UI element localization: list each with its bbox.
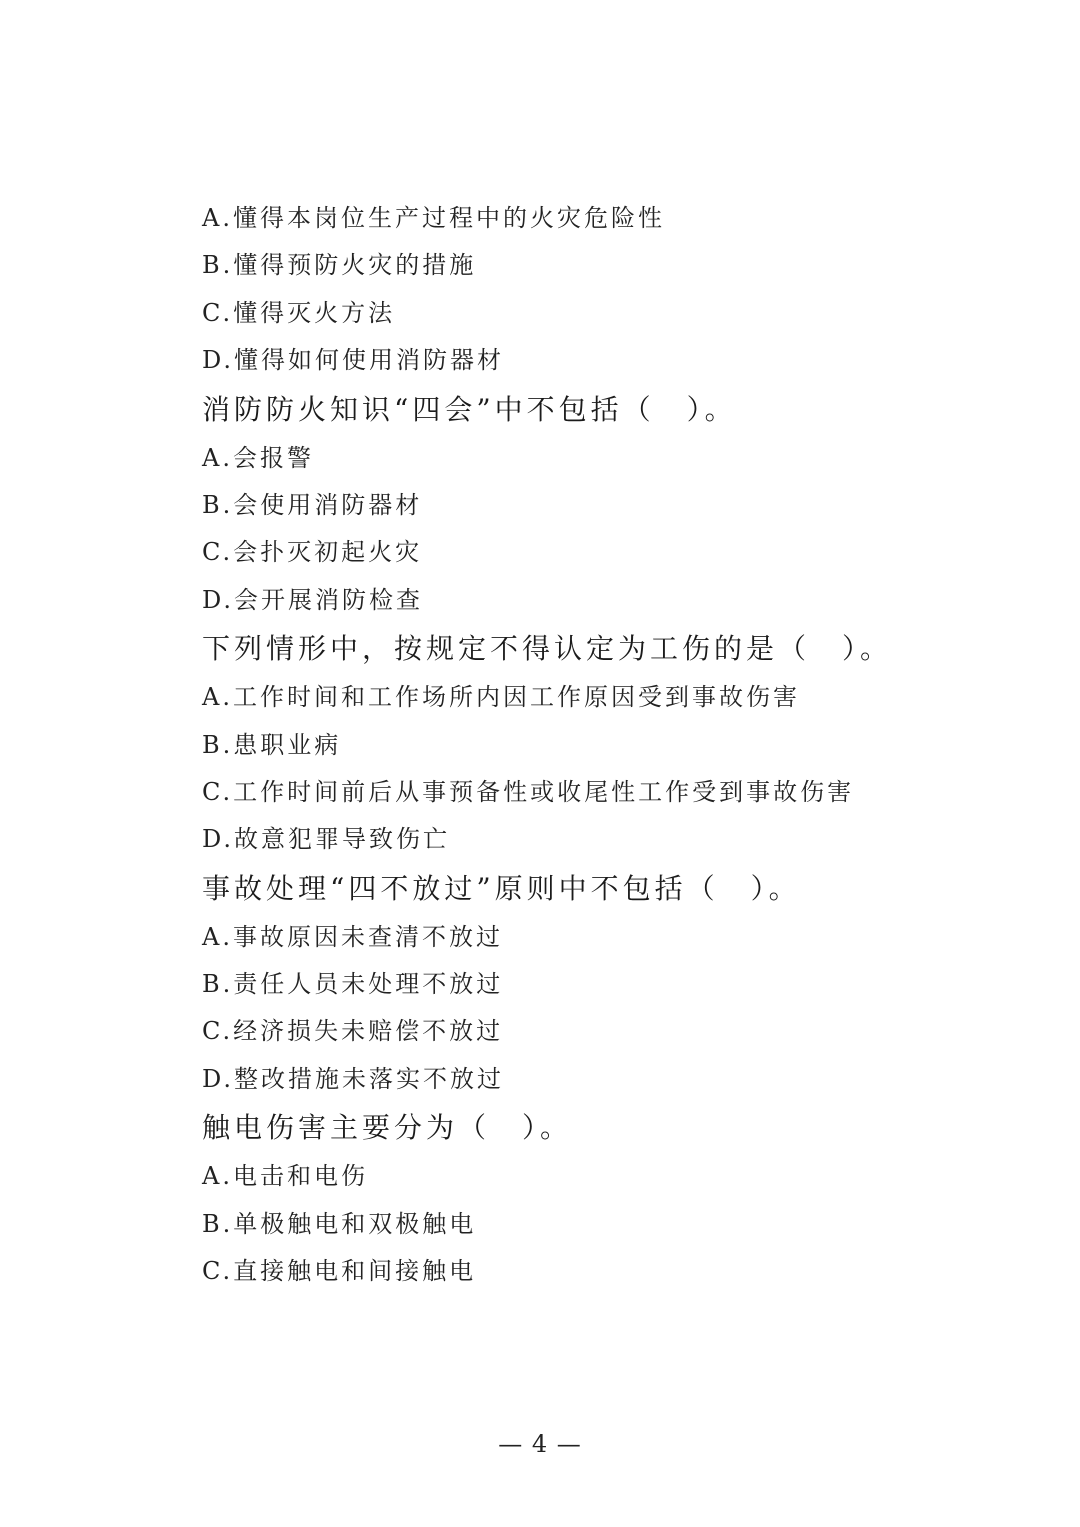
answer-option: C.会扑灭初起火灾 — [202, 538, 423, 567]
answer-option: A.懂得本岗位生产过程中的火灾危险性 — [202, 204, 665, 232]
answer-option: C.工作时间前后从事预备性或收尾性工作受到事故伤害 — [202, 777, 855, 806]
question-stem: 下列情形中，按规定不得认定为工伤的是（ ）。 — [202, 632, 893, 666]
answer-option: A.会报警 — [202, 443, 314, 472]
answer-option: B.会使用消防器材 — [202, 490, 423, 519]
question-stem: 消防防火知识“四会”中不包括（ ）。 — [202, 392, 737, 426]
answer-option: D.懂得如何使用消防器材 — [202, 346, 505, 375]
answer-option: A.电击和电伤 — [202, 1162, 368, 1191]
answer-option: B.单极触电和双极触电 — [202, 1209, 477, 1238]
answer-option: B.责任人员未处理不放过 — [202, 970, 504, 999]
answer-option: B.患职业病 — [202, 730, 342, 759]
answer-option: C.懂得灭火方法 — [202, 298, 396, 327]
answer-option: D.故意犯罪导致伤亡 — [202, 825, 451, 854]
question-stem: 事故处理“四不放过”原则中不包括（ ）。 — [202, 871, 801, 905]
answer-option: C.经济损失未赔偿不放过 — [202, 1017, 504, 1046]
answer-option: A.事故原因未查清不放过 — [202, 922, 503, 951]
answer-option: A.工作时间和工作场所内因工作原因受到事故伤害 — [202, 683, 800, 712]
answer-option: B.懂得预防火灾的措施 — [202, 251, 477, 280]
question-stem: 触电伤害主要分为（ ）。 — [202, 1111, 573, 1145]
page-number: — 4 — — [498, 1430, 582, 1458]
quiz-content — [202, 195, 1002, 1295]
answer-option: D.整改措施未落实不放过 — [202, 1064, 505, 1093]
answer-option: C.直接触电和间接触电 — [202, 1257, 477, 1286]
answer-option: D.会开展消防检查 — [202, 585, 424, 614]
